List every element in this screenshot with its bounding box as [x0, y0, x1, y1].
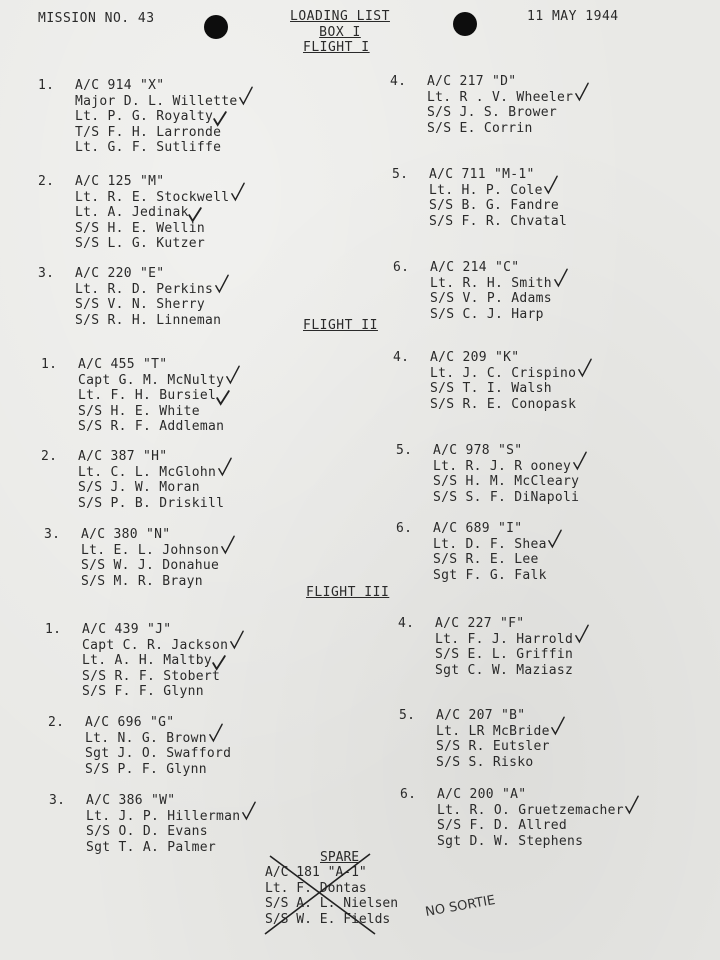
- crew-list: [78, 449, 224, 511]
- entry-number: 4.: [390, 74, 407, 89]
- crew-member: S/S W. J. Donahue: [81, 558, 220, 573]
- entry-number: 2.: [41, 449, 58, 464]
- crew-member: Lt. H. P. Cole: [429, 182, 543, 198]
- crew-list: [435, 616, 573, 678]
- checkmark-icon: [544, 175, 558, 195]
- checkmark-icon: [551, 716, 565, 736]
- crew-member: Lt. F. H. Bursiel: [78, 388, 217, 403]
- aircraft-label: A/C 200 "A": [437, 787, 527, 802]
- crew-member: S/S F. R. Chvatal: [429, 213, 568, 229]
- spare-line: S/S W. E. Fields: [265, 911, 391, 927]
- crew-member: S/S V. P. Adams: [430, 291, 552, 306]
- checkmark-icon: [231, 182, 245, 202]
- checkmark-icon: [575, 624, 589, 644]
- crew-member: S/S H. E. White: [78, 403, 200, 419]
- entry-number: 1.: [45, 622, 62, 637]
- aircraft-label: A/C 978 "S": [433, 443, 523, 458]
- crew-member: Lt. C. L. McGlohn: [78, 464, 217, 480]
- crew-member: Lt. R. E. Stockwell: [75, 189, 230, 205]
- checkmark-icon: [212, 652, 226, 672]
- checkmark-icon: [554, 268, 568, 288]
- entry-number: 5.: [392, 167, 409, 182]
- crew-list: [75, 174, 229, 252]
- aircraft-label: A/C 214 "C": [430, 260, 520, 275]
- crew-member: Lt. R. J. R ooney: [433, 458, 572, 474]
- spare-title: SPARE: [320, 850, 360, 865]
- checkmark-icon: [213, 108, 227, 128]
- entry-number: 4.: [393, 350, 410, 365]
- crew-member: S/S R. H. Linneman: [75, 312, 222, 328]
- crew-member: S/S V. N. Sherry: [75, 297, 206, 312]
- crew-member: S/S F. D. Allred: [437, 818, 568, 833]
- crew-member: S/S J. W. Moran: [78, 480, 200, 495]
- crew-list: [430, 350, 576, 412]
- aircraft-label: A/C 209 "K": [430, 350, 520, 365]
- crew-member: T/S F. H. Larronde: [75, 124, 222, 140]
- crew-member: Lt. R . V. Wheeler: [427, 89, 574, 105]
- entry-number: 5.: [399, 708, 416, 723]
- crew-member: Lt. J. C. Crispino: [430, 365, 577, 381]
- crew-list: [430, 260, 552, 322]
- checkmark-icon: [226, 365, 240, 385]
- crew-list: [82, 622, 228, 700]
- crew-member: Lt. A. H. Maltby: [82, 653, 213, 668]
- flight-title: FLIGHT III: [306, 585, 390, 600]
- checkmark-icon: [209, 723, 223, 743]
- handwritten-note: NO SORTIE: [424, 892, 497, 921]
- crew-member: Sgt F. G. Falk: [433, 567, 547, 583]
- crew-member: Lt. R. H. Smith: [430, 275, 552, 291]
- punch-hole-left: [204, 15, 228, 39]
- crew-list: [81, 527, 219, 589]
- entry-number: 4.: [398, 616, 415, 631]
- checkmark-icon: [216, 387, 230, 407]
- crew-list: [78, 357, 224, 435]
- aircraft-label: A/C 455 "T": [78, 357, 168, 372]
- document-title: LOADING LIST: [290, 9, 390, 24]
- crew-member: S/S B. G. Fandre: [429, 198, 560, 213]
- crew-member: Lt. J. P. Hillerman: [86, 808, 241, 824]
- crew-member: S/S R. F. Stobert: [82, 668, 221, 684]
- crew-list: [433, 443, 579, 505]
- entry-number: 1.: [38, 78, 55, 93]
- mission-date: 11 MAY 1944: [527, 9, 619, 24]
- checkmark-icon: [578, 358, 592, 378]
- crew-member: Lt. A. Jedinak: [75, 205, 189, 220]
- checkmark-icon: [239, 86, 253, 106]
- crew-member: S/S E. Corrin: [427, 120, 533, 136]
- crew-member: Capt G. M. McNulty: [78, 372, 225, 388]
- box-label: BOX I: [319, 25, 361, 40]
- aircraft-label: A/C 125 "M": [75, 174, 165, 189]
- entry-number: 6.: [400, 787, 417, 802]
- entry-number: 3.: [44, 527, 61, 542]
- crew-member: S/S C. J. Harp: [430, 306, 544, 322]
- crew-member: S/S S. F. DiNapoli: [433, 489, 580, 505]
- crew-list: [433, 521, 547, 583]
- crew-member: S/S O. D. Evans: [86, 824, 208, 839]
- mission-number: MISSION NO. 43: [38, 11, 155, 26]
- crew-list: [427, 74, 573, 136]
- entry-number: 5.: [396, 443, 413, 458]
- crew-member: Lt. R. O. Gruetzemacher: [437, 802, 624, 818]
- checkmark-icon: [215, 274, 229, 294]
- checkmark-icon: [218, 457, 232, 477]
- checkmark-icon: [625, 795, 639, 815]
- crew-member: S/S E. L. Griffin: [435, 647, 574, 662]
- aircraft-label: A/C 217 "D": [427, 74, 517, 89]
- checkmark-icon: [575, 82, 589, 102]
- crew-list: [86, 793, 240, 855]
- aircraft-label: A/C 227 "F": [435, 616, 525, 631]
- crew-member: Lt. R. D. Perkins: [75, 281, 214, 297]
- checkmark-icon: [548, 529, 562, 549]
- crew-member: S/S H. E. Wellin: [75, 220, 206, 236]
- crew-member: Sgt C. W. Maziasz: [435, 662, 574, 678]
- checkmark-icon: [573, 451, 587, 471]
- crew-member: S/S S. Risko: [436, 754, 534, 770]
- crew-member: S/S R. E. Conopask: [430, 396, 577, 412]
- aircraft-label: A/C 207 "B": [436, 708, 526, 723]
- spare-line: Lt. F. Dontas: [265, 880, 367, 896]
- crew-member: S/S P. F. Glynn: [85, 761, 207, 777]
- crew-member: Capt C. R. Jackson: [82, 637, 229, 653]
- crew-list: [437, 787, 624, 849]
- crew-member: Lt. P. G. Royalty: [75, 109, 214, 124]
- crew-member: S/S R. E. Lee: [433, 552, 539, 567]
- aircraft-label: A/C 711 "M-1": [429, 167, 535, 182]
- crew-member: Lt. LR McBride: [436, 723, 550, 739]
- checkmark-icon: [230, 630, 244, 650]
- crew-member: S/S F. F. Glynn: [82, 684, 204, 699]
- entry-number: 3.: [49, 793, 66, 808]
- crew-member: S/S L. G. Kutzer: [75, 236, 206, 251]
- aircraft-label: A/C 380 "N": [81, 527, 171, 542]
- entry-number: 3.: [38, 266, 55, 281]
- entry-number: 2.: [48, 715, 65, 730]
- spare-line: A/C 181 "A-1": [265, 865, 367, 880]
- crew-member: S/S M. R. Brayn: [81, 573, 203, 589]
- crew-member: Lt. E. L. Johnson: [81, 542, 220, 558]
- crew-member: Lt. D. F. Shea: [433, 536, 547, 552]
- checkmark-icon: [188, 204, 202, 224]
- spare-line: S/S A. L. Nielsen: [265, 896, 399, 911]
- document-title-block: [280, 9, 400, 41]
- aircraft-label: A/C 914 "X": [75, 78, 165, 93]
- crew-member: S/S H. M. McCleary: [433, 474, 580, 489]
- crew-member: S/S R. Eutsler: [436, 739, 550, 754]
- crew-member: Sgt J. O. Swafford: [85, 746, 232, 761]
- crew-list: [436, 708, 550, 770]
- crew-member: Major D. L. Willette: [75, 93, 238, 109]
- crew-member: S/S R. F. Addleman: [78, 419, 225, 434]
- aircraft-label: A/C 386 "W": [86, 793, 176, 808]
- checkmark-icon: [221, 535, 235, 555]
- entry-number: 6.: [396, 521, 413, 536]
- aircraft-label: A/C 696 "G": [85, 715, 175, 730]
- flight-title: FLIGHT I: [303, 40, 370, 55]
- entry-number: 1.: [41, 357, 58, 372]
- crew-member: Lt. F. J. Harrold: [435, 631, 574, 647]
- aircraft-label: A/C 220 "E": [75, 266, 165, 281]
- entry-number: 6.: [393, 260, 410, 275]
- checkmark-icon: [242, 801, 256, 821]
- spare-cross-out-mark: [255, 848, 385, 938]
- crew-member: Sgt T. A. Palmer: [86, 839, 217, 855]
- flight-title: FLIGHT II: [303, 318, 378, 333]
- crew-member: S/S T. I. Walsh: [430, 381, 552, 396]
- aircraft-label: A/C 689 "I": [433, 521, 523, 536]
- crew-list: [75, 266, 221, 328]
- crew-member: S/S P. B. Driskill: [78, 495, 225, 511]
- aircraft-label: A/C 439 "J": [82, 622, 172, 637]
- aircraft-label: A/C 387 "H": [78, 449, 168, 464]
- crew-member: S/S J. S. Brower: [427, 105, 558, 120]
- crew-member: Lt. G. F. Sutliffe: [75, 140, 222, 155]
- crew-member: Sgt D. W. Stephens: [437, 833, 584, 849]
- crew-member: Lt. N. G. Brown: [85, 730, 207, 746]
- entry-number: 2.: [38, 174, 55, 189]
- punch-hole-right: [453, 12, 477, 36]
